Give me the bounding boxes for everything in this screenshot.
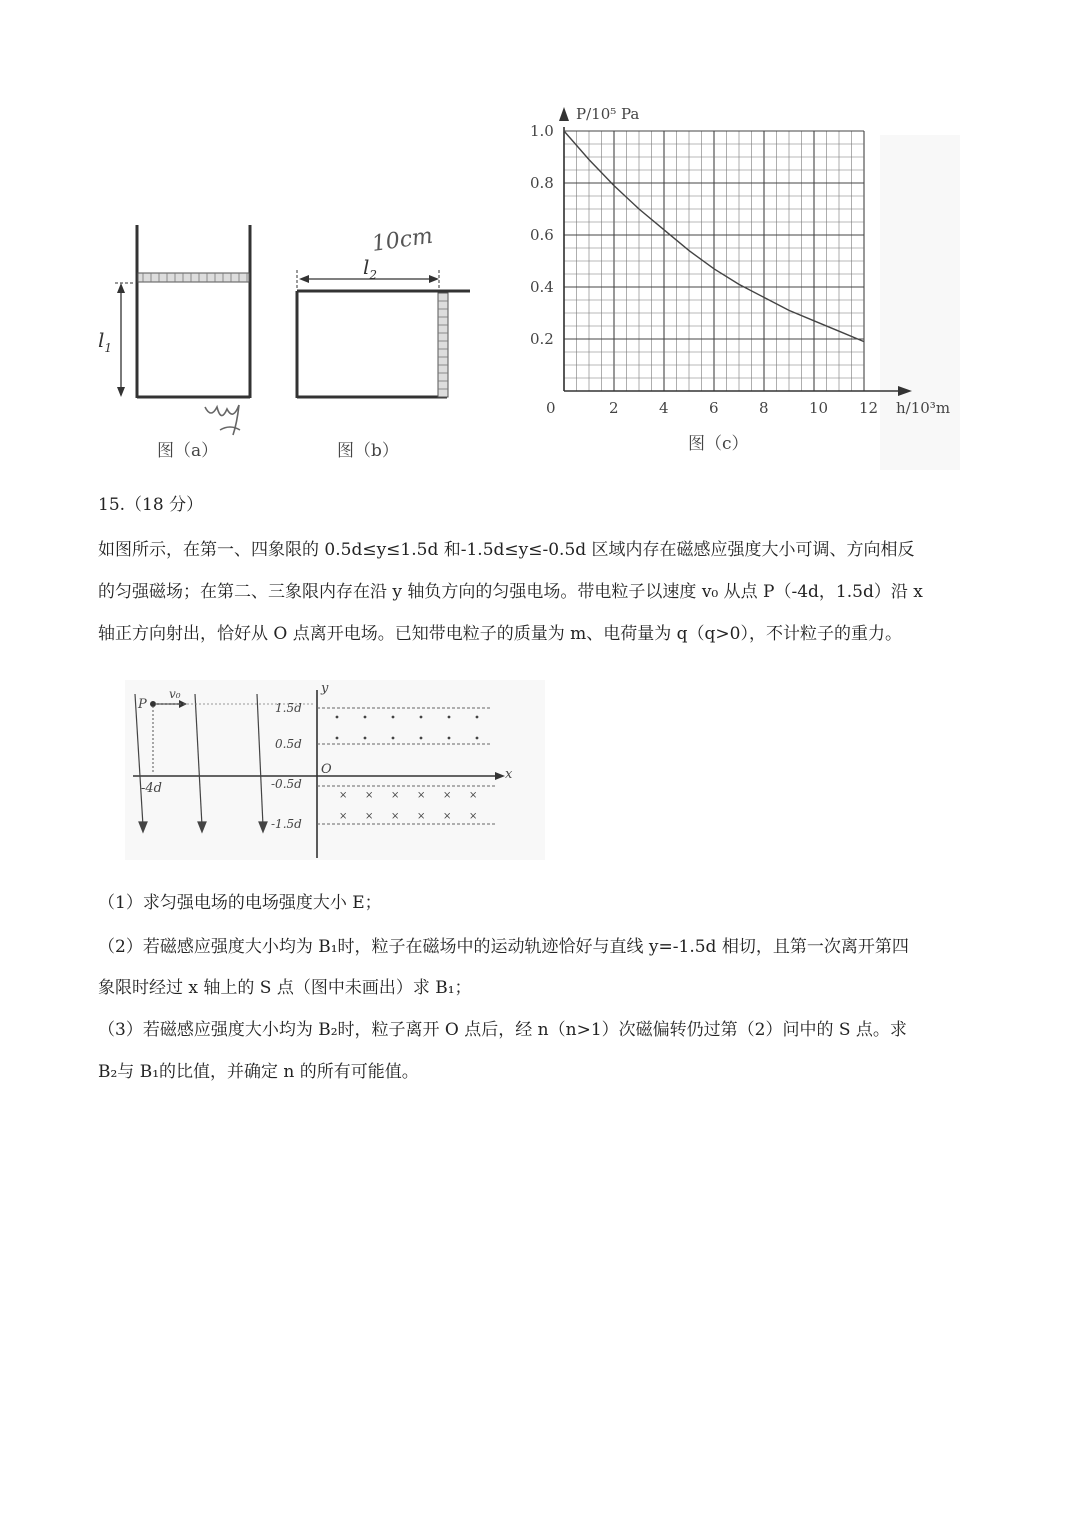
svg-text:×: × (443, 811, 452, 822)
y-minus-0.5d-label: -0.5d (271, 777, 302, 791)
question-1: （1）求匀强电场的电场强度大小 E； (98, 893, 382, 913)
point-p-label: P (138, 697, 147, 712)
handwritten-note: 10cm (370, 223, 435, 257)
question-3-line-2: B₂与 B₁的比值，并确定 n 的所有可能值。 (98, 1062, 419, 1082)
y-tick-label: 1.0 (530, 122, 554, 140)
chart-grid (564, 131, 864, 391)
question-2-line-2: 象限时经过 x 轴上的 S 点（图中未画出）求 B₁； (98, 978, 472, 998)
x-tick-label: 8 (759, 399, 769, 417)
question-2-line-1: （2）若磁感应强度大小均为 B₁时，粒子在磁场中的运动轨迹恰好与直线 y=-1.5d 相切，且第一次离开第四 (98, 937, 909, 957)
problem-number: 15.（18 分） (98, 495, 204, 515)
x-tick-label: 10 (809, 399, 829, 417)
pressure-altitude-chart (520, 95, 960, 470)
x-tick-label: 12 (859, 399, 879, 417)
y-0.5d-label: 0.5d (275, 737, 302, 751)
x-tick-label: 6 (709, 399, 719, 417)
chart-axes (559, 107, 912, 396)
intro-line-1: 如图所示，在第一、四象限的 0.5d≤y≤1.5d 和-1.5d≤y≤-0.5d 区域内存在磁感应强度大小可调、方向相反 (98, 540, 915, 560)
figure-a-caption: 图（a） (157, 441, 219, 461)
x-tick-label: 0 (546, 399, 556, 417)
y-tick-label: 0.8 (530, 174, 554, 192)
mercury-column-a (138, 273, 249, 282)
svg-text:×: × (365, 790, 374, 801)
y-1.5d-label: 1.5d (275, 701, 302, 715)
x-axis-label: h/10³m (896, 399, 951, 417)
x-tick-label: 4 (659, 399, 669, 417)
intro-line-3: 轴正方向射出，恰好从 O 点离开电场。已知带电粒子的质量为 m、电荷量为 q（q>0），不计粒子的重力。 (98, 624, 902, 644)
svg-text:×: × (417, 811, 426, 822)
field-diagram (125, 680, 545, 860)
svg-text:×: × (469, 811, 478, 822)
x-axis-letter: x (505, 767, 513, 782)
svg-text:×: × (339, 811, 348, 822)
velocity-label: v₀ (169, 687, 181, 701)
figure-b (285, 215, 485, 470)
figure-c-caption: 图（c） (688, 434, 749, 454)
svg-text:×: × (365, 811, 374, 822)
figure-b-caption: 图（b） (337, 441, 399, 461)
origin-label: O (321, 762, 332, 777)
y-minus-1.5d-label: -1.5d (271, 817, 302, 831)
y-tick-label: 0.6 (530, 226, 554, 244)
svg-text:×: × (443, 790, 452, 801)
svg-text:×: × (417, 790, 426, 801)
minus-4d-label: -4d (141, 781, 162, 796)
svg-text:×: × (339, 790, 348, 801)
figure-a (95, 215, 285, 470)
length-label-b: $l_2$ (363, 255, 378, 282)
y-axis-label: P/10⁵ Pa (576, 105, 640, 123)
svg-text:×: × (391, 790, 400, 801)
length-label-a: $l_1$ (98, 328, 113, 355)
svg-text:×: × (391, 811, 400, 822)
y-axis-letter: y (321, 681, 329, 696)
handwriting-scribble (205, 405, 240, 435)
y-tick-label: 0.2 (530, 330, 554, 348)
x-tick-label: 2 (609, 399, 619, 417)
intro-line-2: 的匀强磁场；在第二、三象限内存在沿 y 轴负方向的匀强电场。带电粒子以速度 v₀ 从点 P（-4d，1.5d）沿 x (98, 582, 923, 602)
svg-text:×: × (469, 790, 478, 801)
question-3-line-1: （3）若磁感应强度大小均为 B₂时，粒子离开 O 点后，经 n（n>1）次磁偏转仍过第（2）问中的 S 点。求 (98, 1020, 907, 1040)
y-tick-label: 0.4 (530, 278, 554, 296)
